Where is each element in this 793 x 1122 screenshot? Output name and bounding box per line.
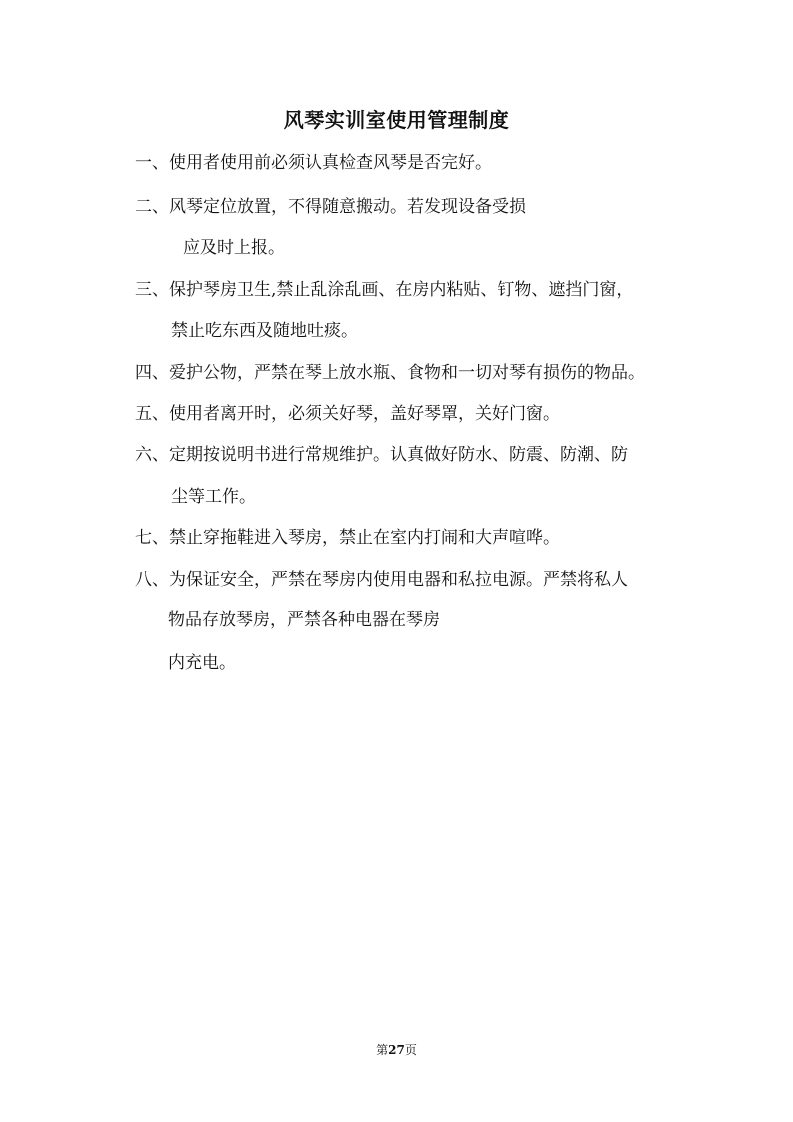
rule-8 xyxy=(135,568,628,592)
rule-text: 为保证安全，严禁在琴房内使用电器和私拉电源。严禁将私人 xyxy=(169,570,628,590)
rule-8-continuation-2: 内充电。 xyxy=(168,653,236,673)
rule-number: 七、 xyxy=(135,528,169,548)
rule-number: 三、 xyxy=(135,280,169,300)
page-number-suffix: 页 xyxy=(404,1043,417,1057)
rule-6 xyxy=(135,443,628,467)
rule-4 xyxy=(135,361,645,385)
page-number-prefix: 第 xyxy=(376,1043,389,1057)
rule-text: 使用者离开时，必须关好琴，盖好琴罩，关好门窗。 xyxy=(169,404,560,424)
rule-text: 禁止穿拖鞋进入琴房，禁止在室内打闹和大声喧哗。 xyxy=(169,528,560,548)
rule-number: 八、 xyxy=(135,570,169,590)
rule-text: 使用者使用前必须认真检查风琴是否完好。 xyxy=(169,153,492,173)
rule-8-continuation: 物品存放琴房，严禁各种电器在琴房 xyxy=(168,610,440,630)
rule-3-continuation: 禁止吃东西及随地吐痰。 xyxy=(171,321,358,341)
rule-number: 五、 xyxy=(135,404,169,424)
rule-number: 六、 xyxy=(135,445,169,465)
rule-2-continuation: 应及时上报。 xyxy=(183,238,285,258)
rule-number: 一、 xyxy=(135,153,169,173)
rule-number: 四、 xyxy=(135,363,169,383)
rule-text: 爱护公物，严禁在琴上放水瓶、食物和一切对琴有损伤的物品。 xyxy=(169,363,645,383)
rule-number: 二、 xyxy=(135,197,169,217)
rule-1 xyxy=(135,151,492,175)
rule-3 xyxy=(135,278,633,302)
rule-7 xyxy=(135,526,560,550)
page-title: 风琴实训室使用管理制度 xyxy=(283,108,510,132)
page-footer xyxy=(0,1041,793,1058)
rule-5 xyxy=(135,402,560,426)
rule-text: 定期按说明书进行常规维护。认真做好防水、防震、防潮、防 xyxy=(169,445,628,465)
rule-text: 风琴定位放置，不得随意搬动。若发现设备受损 xyxy=(169,197,526,217)
rule-2 xyxy=(135,195,526,219)
rule-text: 保护琴房卫生,禁止乱涂乱画、在房内粘贴、钉物、遮挡门窗， xyxy=(169,280,634,300)
page-number: 27 xyxy=(388,1043,405,1057)
rule-6-continuation: 尘等工作。 xyxy=(171,487,256,507)
